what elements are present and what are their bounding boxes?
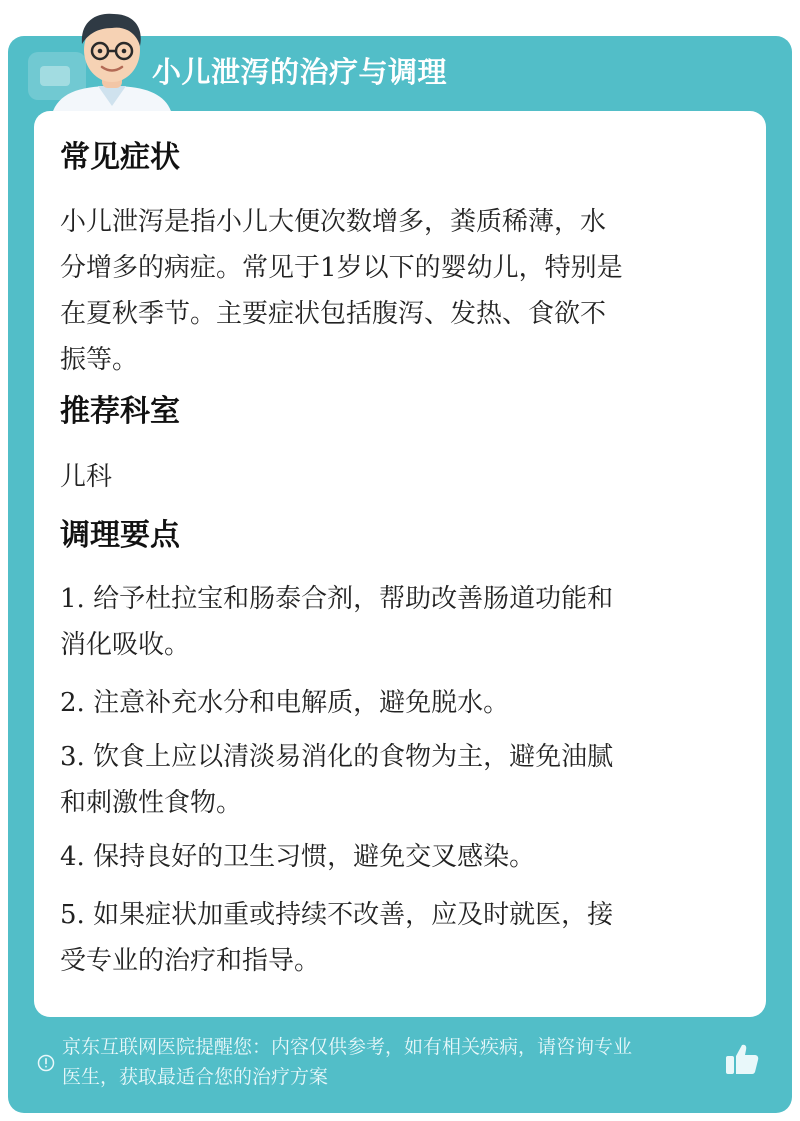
disclaimer-line-1: 京东互联网医院提醒您：内容仅供参考，如有相关疾病，请咨询专业 bbox=[62, 1036, 633, 1058]
care-item-5: 5. 如果症状加重或持续不改善，应及时就医，接 受专业的治疗和指导。 bbox=[60, 900, 614, 976]
disclaimer-line-2: 医生，获取最适合您的治疗方案 bbox=[62, 1066, 329, 1088]
thumbs-up-icon[interactable] bbox=[724, 1042, 760, 1076]
disclaimer-text bbox=[62, 1032, 727, 1092]
page-title: 小儿泄泻的治疗与调理 bbox=[152, 55, 448, 89]
symptoms-text bbox=[60, 199, 740, 383]
section-heading-care: 调理要点 bbox=[60, 518, 180, 553]
care-item-3: 3. 饮食上应以清淡易消化的食物为主，避免油腻 和刺激性食物。 bbox=[60, 742, 614, 818]
care-item-2: 2. 注意补充水分和电解质，避免脱水。 bbox=[60, 688, 510, 718]
care-item-1: 1. 给予杜拉宝和肠泰合剂，帮助改善肠道功能和 消化吸收。 bbox=[60, 584, 614, 660]
symptoms-line-2: 分增多的病症。常见于1岁以下的婴幼儿，特别是 bbox=[60, 253, 623, 283]
info-icon bbox=[37, 1054, 55, 1072]
section-heading-symptoms: 常见症状 bbox=[60, 140, 180, 175]
symptoms-line-4: 振等。 bbox=[60, 345, 139, 375]
care-item-4: 4. 保持良好的卫生习惯，避免交叉感染。 bbox=[60, 842, 536, 872]
department-value: 儿科 bbox=[60, 462, 113, 492]
section-heading-department: 推荐科室 bbox=[60, 394, 180, 429]
symptoms-line-1: 小儿泄泻是指小儿大便次数增多，粪质稀薄，水 bbox=[60, 207, 607, 237]
symptoms-line-3: 在夏秋季节。主要症状包括腹泻、发热、食欲不 bbox=[60, 299, 607, 329]
